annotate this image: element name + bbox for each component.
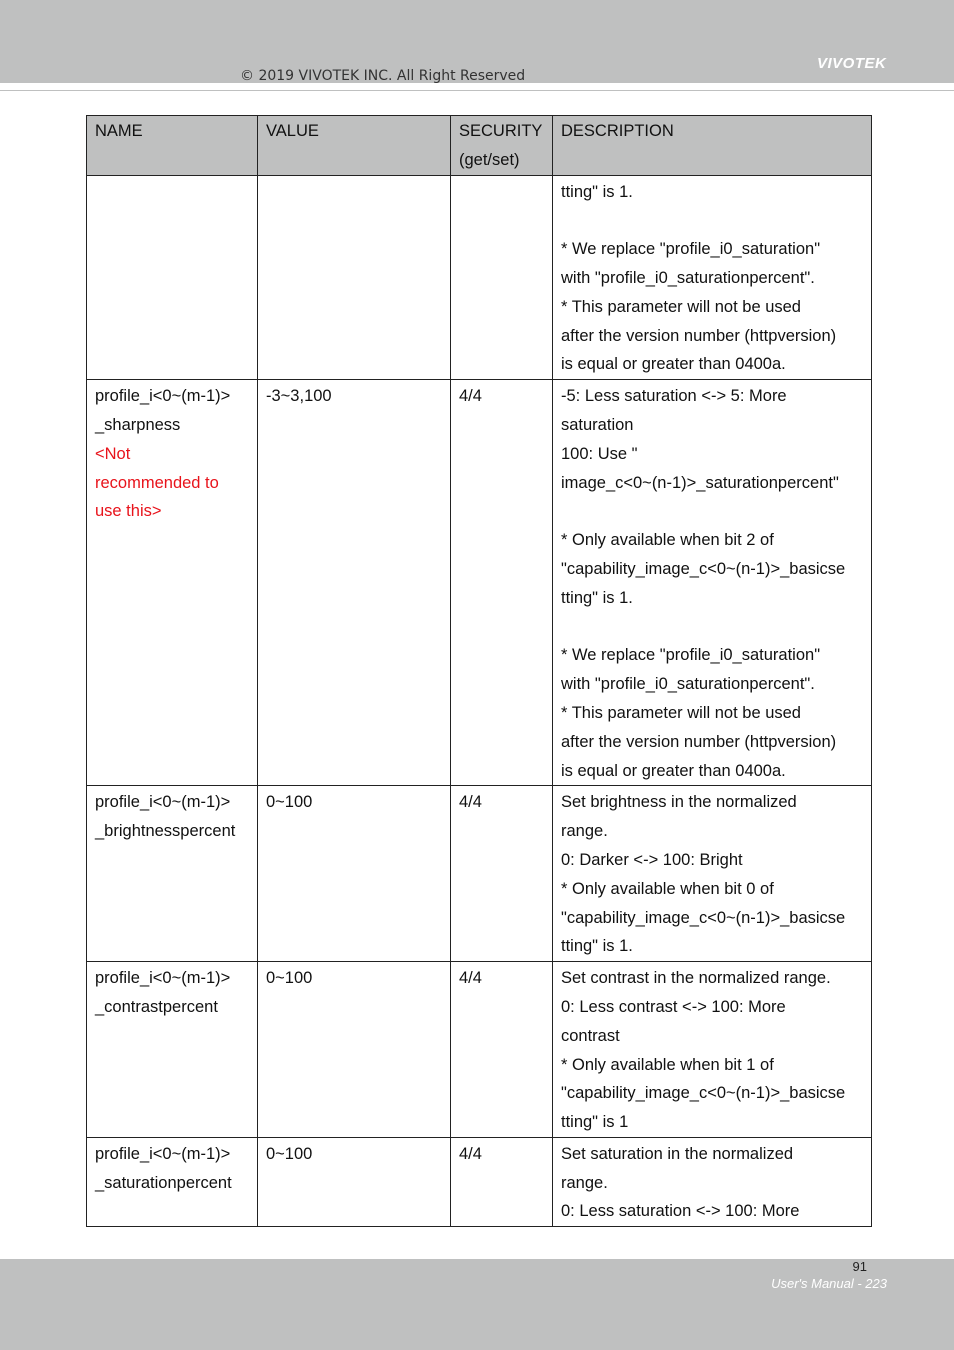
cell-line: * We replace "profile_i0_saturation" <box>561 646 821 665</box>
cell-line: * We replace "profile_i0_saturation" <box>561 240 821 259</box>
column-header-name: NAME <box>87 116 258 176</box>
page-number: 91 <box>852 1259 867 1274</box>
cell-line: 100: Use " <box>561 444 638 463</box>
brand-logo-text: VIVOTEK <box>817 55 887 72</box>
cell-line: "capability_image_c<0~(n-1)>_basicse <box>561 559 846 578</box>
cell-line: _brightnesspercent <box>95 822 236 841</box>
copyright-text: © 2019 VIVOTEK INC. All Right Reserved <box>240 68 526 84</box>
cell-name <box>87 962 258 1138</box>
cell-line: profile_i<0~(m-1)> <box>95 969 231 988</box>
cell-name <box>87 786 258 962</box>
cell-line: profile_i<0~(m-1)> <box>95 1144 231 1163</box>
cell-value: 0~100 <box>258 786 451 962</box>
cell-line: _saturationpercent <box>95 1173 232 1192</box>
table-header-row <box>87 116 872 176</box>
cell-line: * Only available when bit 2 of <box>561 531 774 550</box>
name-note-line: recommended to <box>95 473 219 492</box>
table-row <box>87 380 872 786</box>
cell-description <box>553 380 872 786</box>
header-divider <box>0 90 954 91</box>
cell-value <box>258 175 451 380</box>
cell-line: profile_i<0~(m-1)> <box>95 793 231 812</box>
cell-line: with "profile_i0_saturationpercent". <box>561 675 815 694</box>
cell-line: * Only available when bit 1 of <box>561 1055 774 1074</box>
table-row <box>87 962 872 1138</box>
cell-description <box>553 962 872 1138</box>
cell-description <box>553 1137 872 1226</box>
cell-line <box>561 206 863 235</box>
cell-line: Set brightness in the normalized <box>561 793 797 812</box>
cell-line: _sharpness <box>95 415 181 434</box>
cell-description <box>553 786 872 962</box>
cell-security: 4/4 <box>451 1137 553 1226</box>
cell-line: tting" is 1. <box>561 588 633 607</box>
cell-security: 4/4 <box>451 380 553 786</box>
cell-line: tting" is 1. <box>561 182 633 201</box>
cell-security: 4/4 <box>451 962 553 1138</box>
cell-line: tting" is 1 <box>561 1113 629 1132</box>
cell-value: 0~100 <box>258 962 451 1138</box>
cell-line: image_c<0~(n-1)>_saturationpercent" <box>561 473 839 492</box>
cell-line: _contrastpercent <box>95 997 218 1016</box>
cell-line: after the version number (httpversion) <box>561 326 837 345</box>
cell-line: profile_i<0~(m-1)> <box>95 387 231 406</box>
cell-description <box>553 175 872 380</box>
cell-line: saturation <box>561 415 634 434</box>
table-row <box>87 1137 872 1226</box>
cell-line: is equal or greater than 0400a. <box>561 761 786 780</box>
cell-value: -3~3,100 <box>258 380 451 786</box>
footer-bar <box>0 1259 954 1350</box>
table-row <box>87 175 872 380</box>
cell-line: -5: Less saturation <-> 5: More <box>561 387 787 406</box>
cell-line: Set contrast in the normalized range. <box>561 969 831 988</box>
cell-line: 0: Less saturation <-> 100: More <box>561 1202 800 1221</box>
cell-line: tting" is 1. <box>561 937 633 956</box>
cell-line <box>561 613 863 642</box>
cell-line: is equal or greater than 0400a. <box>561 355 786 374</box>
name-note-line: <Not <box>95 444 131 463</box>
cell-line <box>561 497 863 526</box>
cell-line: * This parameter will not be used <box>561 703 801 722</box>
cell-line: 0: Less contrast <-> 100: More <box>561 997 786 1016</box>
cell-line: range. <box>561 822 608 841</box>
cell-line: "capability_image_c<0~(n-1)>_basicse <box>561 1084 846 1103</box>
parameter-table <box>86 115 872 1227</box>
cell-name <box>87 1137 258 1226</box>
cell-name <box>87 380 258 786</box>
cell-line: * Only available when bit 0 of <box>561 879 774 898</box>
cell-line: "capability_image_c<0~(n-1)>_basicse <box>561 908 846 927</box>
cell-line: * This parameter will not be used <box>561 297 801 316</box>
name-note-line: use this> <box>95 502 162 521</box>
cell-security <box>451 175 553 380</box>
table-row <box>87 786 872 962</box>
cell-name <box>87 175 258 380</box>
cell-value: 0~100 <box>258 1137 451 1226</box>
column-header-security: SECURITY (get/set) <box>451 116 553 176</box>
cell-line: contrast <box>561 1026 620 1045</box>
cell-line: with "profile_i0_saturationpercent". <box>561 268 815 287</box>
cell-security: 4/4 <box>451 786 553 962</box>
cell-line: Set saturation in the normalized <box>561 1144 794 1163</box>
cell-line: range. <box>561 1173 608 1192</box>
manual-page-reference: User's Manual - 223 <box>771 1276 887 1291</box>
cell-line: after the version number (httpversion) <box>561 732 837 751</box>
column-header-value: VALUE <box>258 116 451 176</box>
column-header-description: DESCRIPTION <box>553 116 872 176</box>
cell-line: 0: Darker <-> 100: Bright <box>561 850 743 869</box>
